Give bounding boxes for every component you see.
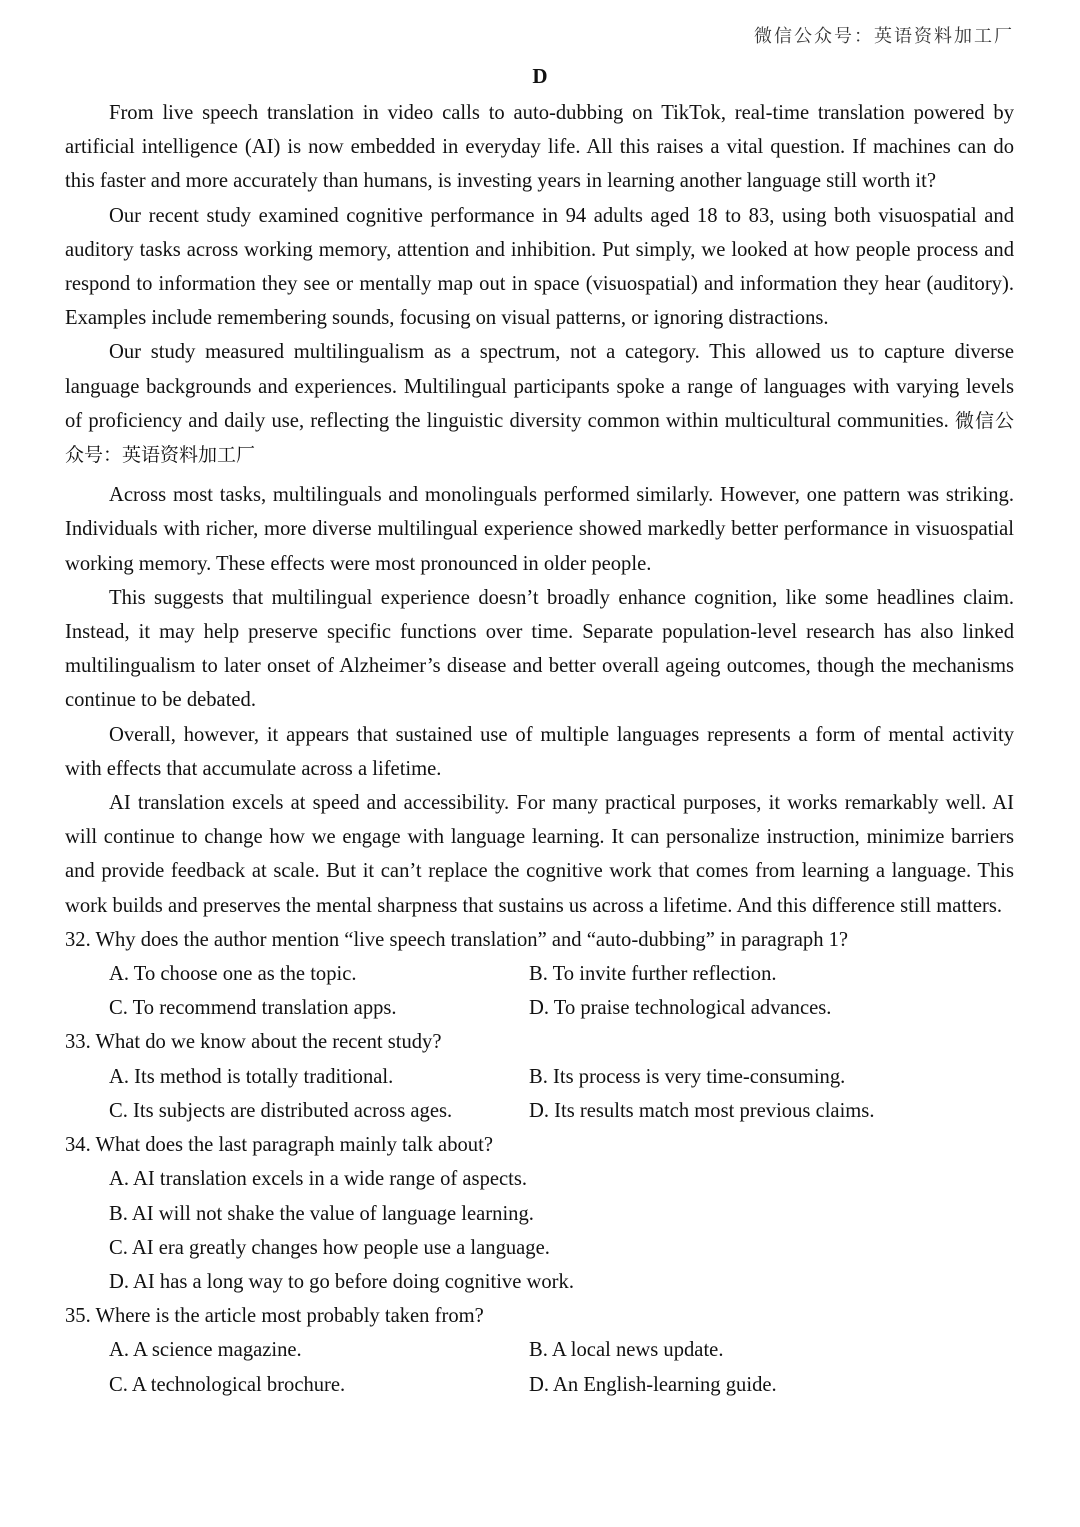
option-c[interactable]: C. A technological brochure. — [109, 1373, 346, 1396]
options — [65, 1060, 1014, 1128]
option-a[interactable]: A. Its method is totally traditional. — [109, 1065, 394, 1088]
option-d[interactable]: D. An English-learning guide. — [529, 1373, 777, 1396]
options — [65, 1333, 1014, 1401]
paragraph-3-text: Our study measured multilingualism as a spectrum, not a category. This allowed us to capture diverse language backgrounds and experiences. Multilingual participants spoke a range of languages with varying levels of proficiency and daily use, reflecting the linguistic diversity common within multicultural communities. — [65, 341, 1014, 432]
question-stem: 33. What do we know about the recent study? — [65, 1031, 442, 1054]
option-c[interactable]: C. AI era greatly changes how people use a language. — [109, 1236, 550, 1259]
options — [65, 957, 1014, 1025]
watermark-header: 微信公众号：英语资料加工厂 — [754, 26, 1014, 47]
option-b[interactable]: B. Its process is very time-consuming. — [529, 1065, 846, 1088]
questions — [65, 923, 1014, 1402]
paragraph-7: AI translation excels at speed and accessibility. For many practical purposes, it works remarkably well. AI will continue to change how we engage with language learning. It can personalize instruction, minimize barriers and provide feedback at scale. But it can’t replace the cognitive work that comes from learning a language. This work builds and preserves the mental sharpness that sustains us across a lifetime. And this difference still matters. — [65, 792, 1014, 917]
paragraph-4: Across most tasks, multilinguals and monolinguals performed similarly. However, one pattern was striking. Individuals with richer, more diverse multilingual experience showed markedly better performance in visuospatial working memory. These effects were most pronounced in older people. — [65, 484, 1014, 575]
paragraph-3 — [65, 335, 1014, 472]
option-a[interactable]: A. A science magazine. — [109, 1339, 302, 1362]
question-stem: 32. Why does the author mention “live speech translation” and “auto-dubbing” in paragraph 1? — [65, 928, 849, 951]
paragraph-6: Overall, however, it appears that sustained use of multiple languages represents a form of mental activity with effects that accumulate across a lifetime. — [65, 723, 1014, 780]
question-35 — [65, 1299, 1014, 1402]
paragraph-2: Our recent study examined cognitive performance in 94 adults aged 18 to 83, using both visuospatial and auditory tasks across working memory, attention and inhibition. Put simply, we looked at how people process and respond to information they see or mentally map out in space (visuospatial) and information they hear (auditory). Examples include remembering sounds, focusing on visual patterns, or ignoring distractions. — [65, 204, 1014, 330]
option-d[interactable]: D. AI has a long way to go before doing cognitive work. — [109, 1270, 574, 1293]
question-stem: 35. Where is the article most probably taken from? — [65, 1305, 484, 1328]
question-stem: 34. What does the last paragraph mainly talk about? — [65, 1134, 493, 1157]
option-c[interactable]: C. To recommend translation apps. — [109, 997, 397, 1020]
question-32 — [65, 923, 1014, 1026]
options — [65, 1162, 1014, 1299]
section-title: D — [532, 64, 548, 88]
option-d[interactable]: D. Its results match most previous claims. — [529, 1099, 875, 1122]
question-33 — [65, 1025, 1014, 1128]
paragraph-5: This suggests that multilingual experience doesn’t broadly enhance cognition, like some headlines claim. Instead, it may help preserve specific functions over time. Separate population-level research has also linked multilingualism to later onset of Alzheimer’s disease and better overall ageing outcomes, though the mechanisms continue to be debated. — [65, 586, 1014, 712]
passage — [65, 96, 1014, 1402]
option-a[interactable]: A. To choose one as the topic. — [109, 963, 357, 986]
option-a[interactable]: A. AI translation excels in a wide range of aspects. — [109, 1168, 528, 1191]
option-c[interactable]: C. Its subjects are distributed across ages. — [109, 1099, 453, 1122]
option-d[interactable]: D. To praise technological advances. — [529, 997, 832, 1020]
option-b[interactable]: B. A local news update. — [529, 1339, 724, 1362]
option-b[interactable]: B. AI will not shake the value of language learning. — [109, 1202, 534, 1225]
question-34 — [65, 1128, 1014, 1299]
option-b[interactable]: B. To invite further reflection. — [529, 963, 777, 986]
watermark-inline: 微信公众号：英语资料加工厂 — [65, 409, 1014, 467]
paragraph-1: From live speech translation in video calls to auto-dubbing on TikTok, real-time translation powered by artificial intelligence (AI) is now embedded in everyday life. All this raises a vital question. If machines can do this faster and more accurately than humans, is investing years in learning another language still worth it? — [65, 102, 1014, 193]
